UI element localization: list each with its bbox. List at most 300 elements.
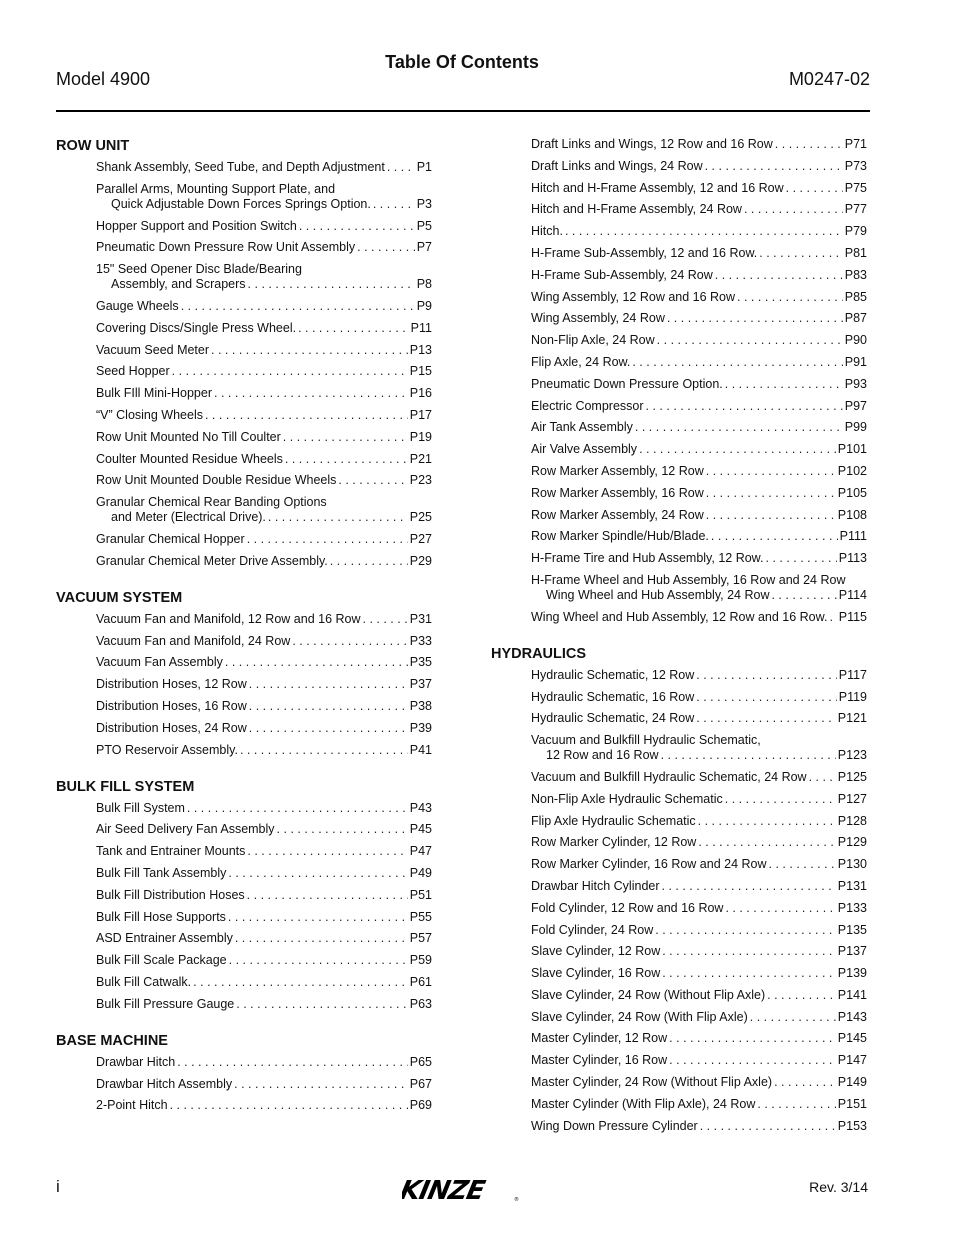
toc-entry-title: Vacuum Fan and Manifold, 24 Row — [96, 633, 291, 648]
toc-entry-page: P119 — [838, 689, 867, 704]
toc-entry-title: Vacuum and Bulkfill Hydraulic Schematic, 24 Row — [531, 769, 807, 784]
dot-leader — [249, 677, 408, 692]
toc-entry-title: Bulk Fill System — [96, 800, 185, 815]
dot-leader — [177, 1055, 408, 1070]
toc-entry-page: P102 — [837, 463, 867, 478]
dot-leader — [632, 355, 842, 370]
toc-entry — [531, 901, 867, 916]
toc-entry-title: PTO Reservoir Assembly. — [96, 742, 238, 757]
toc-entry-title: Row Marker Cylinder, 16 Row and 24 Row — [531, 857, 767, 872]
dot-leader — [170, 1098, 408, 1113]
dot-leader — [698, 835, 835, 850]
toc-entry-title: Vacuum Fan and Manifold, 12 Row and 16 Row — [96, 611, 361, 626]
dot-leader — [181, 299, 415, 314]
document-code: M0247-02 — [788, 69, 870, 89]
dot-leader — [775, 137, 843, 152]
toc-entry-page: P33 — [409, 633, 432, 648]
dot-leader — [247, 844, 407, 859]
toc-entry-title: Bulk Fill Hose Supports — [96, 909, 226, 924]
dot-leader — [725, 901, 835, 916]
dot-leader — [774, 1075, 836, 1090]
dot-leader — [235, 931, 408, 946]
toc-entry-page: P90 — [844, 333, 867, 348]
toc-entry — [531, 966, 867, 981]
toc-entry-page: P81 — [844, 245, 867, 260]
toc-entry-page: P41 — [409, 742, 432, 757]
toc-entry-title: Master Cylinder, 16 Row — [531, 1053, 668, 1068]
dot-leader — [635, 420, 843, 435]
toc-entry — [531, 792, 867, 807]
toc-entry-title: ASD Entrainer Assembly — [96, 931, 233, 946]
toc-entry-title: and Meter (Electrical Drive). — [111, 510, 266, 525]
toc-entry-page: P39 — [409, 720, 432, 735]
toc-entry-page: P45 — [409, 822, 432, 837]
toc-entry-title: Wing Assembly, 24 Row — [531, 311, 665, 326]
toc-entry-title: Draft Links and Wings, 24 Row — [531, 158, 703, 173]
toc-entry — [531, 1053, 867, 1068]
dot-leader — [737, 290, 843, 305]
toc-entry-title: Bulk Fill Scale Package — [96, 953, 227, 968]
toc-entry — [531, 610, 867, 625]
toc-entry-title: Master Cylinder (With Flip Axle), 24 Row — [531, 1096, 756, 1111]
toc-entry-title: Drawbar Hitch Assembly — [96, 1076, 233, 1091]
toc-entry-page: P47 — [409, 844, 432, 859]
toc-entry-page: P11 — [410, 320, 432, 335]
dot-leader — [228, 910, 408, 925]
toc-entry-title: Hopper Support and Position Switch — [96, 218, 297, 233]
toc-entry-page: P115 — [838, 609, 867, 624]
dot-leader — [172, 364, 408, 379]
dot-leader — [661, 748, 836, 763]
dot-leader — [759, 246, 842, 261]
dot-leader — [757, 1097, 835, 1112]
dot-leader — [655, 923, 836, 938]
toc-entry-page: P59 — [409, 953, 432, 968]
dot-leader — [247, 888, 408, 903]
toc-entry-page: P121 — [837, 711, 867, 726]
toc-entry-title: Wing Assembly, 12 Row and 16 Row — [531, 289, 736, 304]
toc-entry-page: P108 — [837, 507, 867, 522]
toc-entry — [96, 160, 432, 175]
dot-leader — [750, 1010, 836, 1025]
dot-leader — [357, 240, 415, 255]
toc-entry-page: P19 — [409, 429, 432, 444]
toc-entry-title: H-Frame Tire and Hub Assembly, 12 Row. — [531, 551, 764, 566]
dot-leader — [228, 866, 407, 881]
toc-entry-page: P27 — [409, 531, 432, 546]
toc-entry — [531, 355, 867, 370]
dot-leader — [240, 743, 408, 758]
toc-entry — [96, 554, 432, 569]
toc-entry-title: Row Marker Assembly, 12 Row — [531, 463, 704, 478]
toc-entry — [96, 910, 432, 925]
toc-entry — [531, 573, 867, 603]
toc-entry — [96, 801, 432, 816]
dot-leader — [565, 224, 843, 239]
dot-leader — [767, 988, 836, 1003]
toc-entry — [96, 1077, 432, 1092]
dot-leader — [662, 966, 836, 981]
toc-entry — [531, 690, 867, 705]
toc-entry — [96, 343, 432, 358]
dot-leader — [769, 857, 836, 872]
toc-entry-page: P8 — [416, 277, 432, 292]
dot-leader — [725, 792, 836, 807]
toc-entry-page: P128 — [837, 813, 867, 828]
toc-entry-page: P69 — [409, 1098, 432, 1113]
toc-entry-page: P83 — [844, 267, 867, 282]
toc-entry — [96, 1055, 432, 1070]
toc-entry-page: P5 — [416, 218, 432, 233]
dot-leader — [706, 464, 836, 479]
toc-entry-title: Quick Adjustable Down Forces Springs Option. — [111, 196, 371, 211]
dot-leader — [786, 181, 843, 196]
toc-entry-page: P125 — [837, 769, 867, 784]
toc-entry-title-line: 15" Seed Opener Disc Blade/Bearing — [96, 262, 302, 277]
toc-entry-page: P105 — [837, 485, 867, 500]
toc-entry-title: Row Marker Cylinder, 12 Row — [531, 835, 697, 850]
toc-entry-title: Bulk Fill Tank Assembly — [96, 865, 227, 880]
toc-entry-title: Vacuum Seed Meter — [96, 342, 210, 357]
toc-entry-title: Air Valve Assembly — [531, 442, 638, 457]
dot-leader — [249, 721, 408, 736]
dot-leader — [268, 510, 408, 525]
toc-right-column — [491, 137, 867, 1140]
toc-entry-page: P71 — [844, 137, 867, 151]
dot-leader — [298, 321, 409, 336]
dot-leader — [338, 473, 407, 488]
toc-entry-title: Assembly, and Scrapers — [111, 277, 246, 292]
toc-entry — [531, 857, 867, 872]
toc-entry — [96, 634, 432, 649]
kinze-logo-text: KINZE — [402, 1176, 487, 1204]
toc-entry-title: 12 Row and 16 Row — [546, 748, 659, 763]
toc-entry — [531, 333, 867, 348]
toc-entry — [531, 202, 867, 217]
toc-entry-title: Distribution Hoses, 16 Row — [96, 698, 247, 713]
toc-entry — [96, 473, 432, 488]
dot-leader — [715, 268, 843, 283]
toc-entry — [531, 668, 867, 683]
dot-leader — [187, 801, 408, 816]
toc-entry-title: Electric Compressor — [531, 398, 644, 413]
toc-entry — [96, 953, 432, 968]
toc-entry — [531, 1010, 867, 1025]
dot-leader — [829, 610, 836, 625]
toc-entry-page: P141 — [837, 987, 867, 1002]
toc-entry-page: P49 — [409, 865, 432, 880]
toc-entry — [96, 699, 432, 714]
toc-entry — [96, 532, 432, 547]
toc-entry — [531, 224, 867, 239]
toc-entry-page: P111 — [839, 529, 867, 544]
toc-entry-page: P87 — [844, 311, 867, 326]
toc-entry — [531, 1075, 867, 1090]
toc-entry-title: Pneumatic Down Pressure Option. — [531, 376, 723, 391]
toc-entry-page: P113 — [838, 551, 867, 566]
section-heading: HYDRAULICS — [491, 645, 587, 662]
toc-entry-title-line: Granular Chemical Rear Banding Options — [96, 495, 327, 510]
toc-entry-title: Non-Flip Axle Hydraulic Schematic — [531, 791, 723, 806]
toc-entry-title: Row Marker Assembly, 24 Row — [531, 507, 704, 522]
toc-entry — [96, 495, 432, 525]
toc-entry-page: P75 — [844, 180, 867, 195]
toc-entry — [531, 711, 867, 726]
toc-entry — [96, 888, 432, 903]
toc-entry — [96, 299, 432, 314]
toc-entry — [96, 844, 432, 859]
toc-entry — [531, 377, 867, 392]
toc-entry-page: P1 — [416, 160, 432, 174]
toc-entry-title: Hydraulic Schematic, 16 Row — [531, 689, 695, 704]
toc-entry-title: Hitch. — [531, 224, 563, 239]
dot-leader — [225, 655, 408, 670]
toc-entry-page: P38 — [409, 698, 432, 713]
toc-entry-page: P51 — [409, 887, 432, 902]
toc-entry-title: 2-Point Hitch — [96, 1098, 168, 1113]
toc-entry-page: P3 — [416, 196, 432, 211]
toc-entry-title: Hydraulic Schematic, 24 Row — [531, 711, 695, 726]
toc-entry — [96, 386, 432, 401]
toc-entry-title: Draft Links and Wings, 12 Row and 16 Row — [531, 137, 773, 151]
toc-entry-title: Bulk FIll Mini-Hopper — [96, 386, 213, 401]
toc-entry-title: Granular Chemical Hopper — [96, 531, 245, 546]
toc-entry-page: P114 — [838, 587, 867, 602]
toc-entry — [96, 408, 432, 423]
toc-entry — [96, 1098, 432, 1113]
toc-entry-page: P77 — [844, 202, 867, 217]
toc-entry-page: P131 — [837, 878, 867, 893]
dot-leader — [696, 711, 836, 726]
toc-entry — [531, 944, 867, 959]
toc-entry-page: P139 — [837, 966, 867, 981]
dot-leader — [646, 399, 843, 414]
dot-leader — [211, 343, 408, 358]
toc-entry — [531, 923, 867, 938]
toc-entry-title: Slave Cylinder, 12 Row — [531, 944, 661, 959]
toc-entry-page: P153 — [837, 1118, 867, 1133]
toc-entry — [531, 268, 867, 283]
toc-entry — [96, 321, 432, 336]
dot-leader — [705, 159, 843, 174]
toc-entry — [531, 733, 867, 763]
dot-leader — [292, 634, 407, 649]
toc-entry — [531, 442, 867, 457]
toc-entry-page: P135 — [837, 922, 867, 937]
dot-leader — [662, 944, 836, 959]
toc-entry — [531, 159, 867, 174]
toc-entry-page: P85 — [844, 289, 867, 304]
model-label: Model 4900 — [56, 69, 151, 89]
toc-entry-title: Bulk Fill Pressure Gauge — [96, 996, 235, 1011]
toc-entry — [531, 486, 867, 501]
toc-entry-title: Hitch and H-Frame Assembly, 24 Row — [531, 202, 742, 217]
section-heading: ROW UNIT — [56, 138, 130, 154]
toc-entry-page: P149 — [837, 1075, 867, 1090]
toc-entry-title-line: Parallel Arms, Mounting Support Plate, and — [96, 181, 336, 196]
toc-entry — [531, 879, 867, 894]
toc-entry-page: P73 — [844, 158, 867, 173]
toc-entry — [531, 770, 867, 785]
header-divider — [56, 110, 870, 112]
section-heading: BULK FILL SYSTEM — [56, 778, 195, 795]
toc-entry-title: “V” Closing Wheels — [96, 407, 203, 422]
toc-entry — [531, 399, 867, 414]
toc-entry — [96, 866, 432, 881]
dot-leader — [667, 311, 843, 326]
toc-entry-title: Seed Hopper — [96, 364, 170, 379]
toc-entry-page: P97 — [844, 398, 867, 413]
toc-entry-title: Hitch and H-Frame Assembly, 12 and 16 Row — [531, 180, 784, 195]
toc-entry-title: Row Unit Mounted No Till Coulter — [96, 429, 281, 444]
toc-entry-title: Non-Flip Axle, 24 Row — [531, 333, 655, 348]
toc-entry — [96, 931, 432, 946]
toc-entry-title: Fold Cylinder, 24 Row — [531, 922, 654, 937]
dot-leader — [229, 953, 408, 968]
toc-entry-page: P35 — [409, 655, 432, 670]
toc-entry — [531, 464, 867, 479]
toc-entry — [531, 988, 867, 1003]
toc-entry — [531, 551, 867, 566]
dot-leader — [657, 333, 843, 348]
toc-entry-title-line: H-Frame Wheel and Hub Assembly, 16 Row and 24 Row — [531, 572, 846, 587]
dot-leader — [711, 529, 838, 544]
dot-leader — [387, 160, 415, 175]
dot-leader — [744, 202, 843, 217]
toc-entry-page: P67 — [409, 1076, 432, 1091]
dot-leader — [247, 532, 408, 547]
section-heading: VACUUM SYSTEM — [56, 589, 183, 606]
toc-entry-title: H-Frame Sub-Assembly, 24 Row — [531, 267, 713, 282]
toc-entry-title: Bulk Fill Distribution Hoses — [96, 887, 245, 902]
toc-entry-title: Slave Cylinder, 16 Row — [531, 966, 661, 981]
toc-entry — [96, 997, 432, 1012]
toc-entry-title: Row Marker Assembly, 16 Row — [531, 485, 704, 500]
dot-leader — [669, 1031, 836, 1046]
dot-leader — [639, 442, 836, 457]
toc-entry-page: P143 — [837, 1009, 867, 1024]
toc-entry-page: P91 — [844, 354, 867, 369]
toc-entry-title: Master Cylinder, 12 Row — [531, 1031, 668, 1046]
dot-leader — [299, 219, 415, 234]
toc-entry-page: P16 — [409, 386, 432, 401]
toc-entry-page: P13 — [409, 342, 432, 357]
dot-leader — [248, 277, 415, 292]
dot-leader — [766, 551, 837, 566]
dot-leader — [234, 1077, 408, 1092]
toc-entry-title: Pneumatic Down Pressure Row Unit Assembly — [96, 240, 356, 255]
svg-text:®: ® — [514, 1197, 519, 1203]
dot-leader — [696, 668, 836, 683]
toc-entry-page: P127 — [837, 791, 867, 806]
toc-entry-page: P93 — [844, 376, 867, 391]
toc-entry-title: Covering Discs/Single Press Wheel. — [96, 320, 297, 335]
toc-entry — [96, 364, 432, 379]
toc-entry-page: P57 — [409, 931, 432, 946]
toc-entry — [531, 1031, 867, 1046]
toc-entry-page: P133 — [837, 900, 867, 915]
dot-leader — [373, 197, 415, 212]
dot-leader — [193, 975, 408, 990]
section-heading: BASE MACHINE — [56, 1032, 168, 1049]
toc-entry — [96, 975, 432, 990]
toc-entry-title: Distribution Hoses, 24 Row — [96, 720, 247, 735]
toc-entry — [96, 430, 432, 445]
toc-entry-page: P29 — [409, 553, 432, 568]
toc-entry-title-line: Vacuum and Bulkfill Hydraulic Schematic, — [531, 733, 761, 748]
toc-entry-page: P23 — [409, 473, 432, 488]
toc-entry-title: Master Cylinder, 24 Row (Without Flip Axle) — [531, 1075, 773, 1090]
toc-entry — [96, 655, 432, 670]
toc-entry-title: Air Seed Delivery Fan Assembly — [96, 822, 275, 837]
dot-leader — [363, 612, 408, 627]
toc-entry-title: Air Tank Assembly — [531, 420, 633, 435]
dot-leader — [698, 814, 836, 829]
toc-entry-title: Fold Cylinder, 12 Row and 16 Row — [531, 900, 724, 915]
toc-entry-title: Drawbar Hitch Cylinder — [531, 878, 660, 893]
toc-entry-title: Coulter Mounted Residue Wheels — [96, 451, 283, 466]
toc-entry-page: P123 — [837, 748, 867, 763]
toc-entry-title: Wing Wheel and Hub Assembly, 24 Row — [546, 587, 770, 602]
dot-leader — [205, 408, 408, 423]
dot-leader — [725, 377, 843, 392]
dot-leader — [669, 1053, 836, 1068]
toc-entry — [96, 677, 432, 692]
toc-entry-title: Wing Wheel and Hub Assembly, 12 Row and 16 Row. — [531, 609, 828, 624]
toc-entry-title: Hydraulic Schematic, 12 Row — [531, 667, 695, 682]
page-number: i — [56, 1177, 60, 1196]
toc-entry-page: P147 — [837, 1053, 867, 1068]
toc-entry — [96, 240, 432, 255]
dot-leader — [283, 430, 408, 445]
toc-entry — [96, 262, 432, 292]
dot-leader — [809, 770, 836, 785]
toc-entry-title: Row Marker Spindle/Hub/Blade. — [531, 529, 709, 544]
toc-entry — [96, 219, 432, 234]
toc-entry-page: P21 — [409, 451, 432, 466]
toc-entry-page: P15 — [409, 364, 432, 379]
toc-entry — [531, 1097, 867, 1112]
toc-entry-page: P31 — [409, 611, 432, 626]
toc-entry-page: P117 — [838, 667, 867, 682]
page-title: Table Of Contents — [385, 52, 539, 72]
dot-leader — [700, 1119, 836, 1134]
dot-leader — [706, 508, 836, 523]
dot-leader — [662, 879, 836, 894]
toc-entry-title: Row Unit Mounted Double Residue Wheels — [96, 473, 337, 488]
dot-leader — [696, 690, 836, 705]
toc-entry — [96, 612, 432, 627]
toc-entry-page: P25 — [409, 510, 432, 525]
toc-entry — [531, 835, 867, 850]
toc-entry-page: P101 — [837, 442, 867, 457]
toc-entry-title: Flip Axle, 24 Row. — [531, 354, 631, 369]
dot-leader — [285, 452, 408, 467]
toc-entry-page: P79 — [844, 224, 867, 239]
toc-entry-page: P137 — [837, 944, 867, 959]
toc-entry-title: Slave Cylinder, 24 Row (Without Flip Axle) — [531, 987, 766, 1002]
toc-entry-title: Gauge Wheels — [96, 298, 179, 313]
dot-leader — [236, 997, 407, 1012]
dot-leader — [249, 699, 408, 714]
toc-entry-page: P65 — [409, 1054, 432, 1069]
toc-entry — [531, 137, 867, 152]
toc-entry — [531, 529, 867, 544]
toc-entry — [96, 721, 432, 736]
toc-entry-title: Granular Chemical Meter Drive Assembly. — [96, 553, 328, 568]
toc-entry — [531, 1119, 867, 1134]
kinze-logo — [402, 1174, 522, 1204]
